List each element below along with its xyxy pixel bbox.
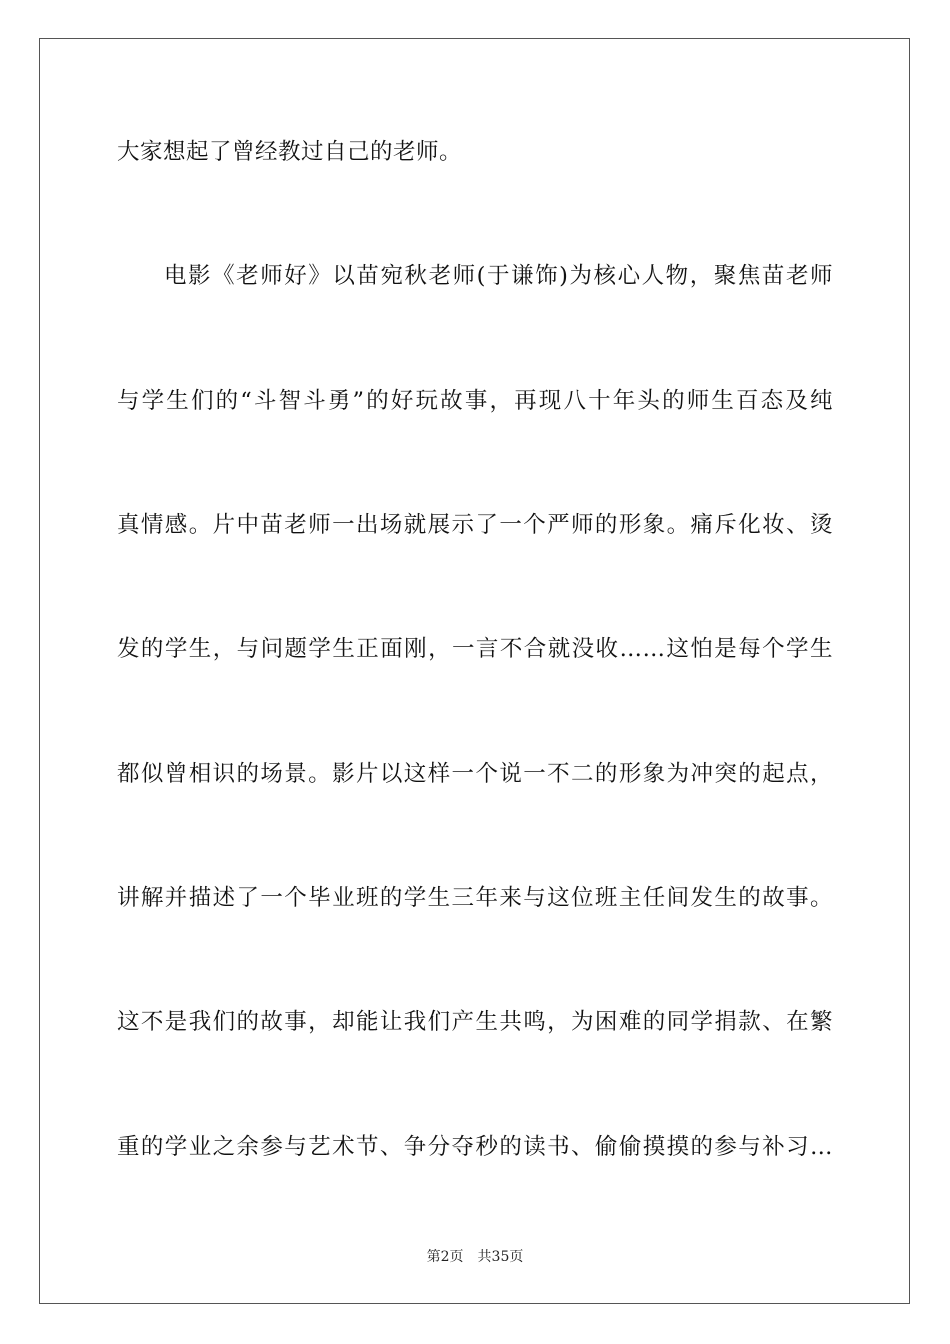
text-line-8: 这不是我们的故事，却能让我们产生共鸣，为困难的同学捐款、在繁 bbox=[117, 1009, 833, 1035]
text-line-4: 真情感。片中苗老师一出场就展示了一个严师的形象。痛斥化妆、烫 bbox=[117, 512, 833, 538]
page-frame bbox=[39, 38, 910, 1304]
text-line-6: 都似曾相识的场景。影片以这样一个说一不二的形象为冲突的起点， bbox=[117, 761, 833, 787]
page-total: 共35页 bbox=[477, 1249, 524, 1265]
page-footer bbox=[0, 1247, 950, 1267]
text-line-1: 大家想起了曾经教过自己的老师。 bbox=[117, 139, 463, 165]
text-line-3: 与学生们的“斗智斗勇”的好玩故事，再现八十年头的师生百态及纯 bbox=[117, 388, 833, 414]
page-number: 第2页 bbox=[426, 1249, 464, 1265]
text-line-9: 重的学业之余参与艺术节、争分夺秒的读书、偷偷摸摸的参与补习… bbox=[117, 1134, 833, 1160]
text-line-2-paragraph-start: 电影《老师好》以苗宛秋老师(于谦饰)为核心人物，聚焦苗老师 bbox=[164, 263, 833, 289]
text-line-5: 发的学生，与问题学生正面刚，一言不合就没收……这怕是每个学生 bbox=[117, 636, 833, 662]
text-line-7: 讲解并描述了一个毕业班的学生三年来与这位班主任间发生的故事。 bbox=[117, 885, 833, 911]
